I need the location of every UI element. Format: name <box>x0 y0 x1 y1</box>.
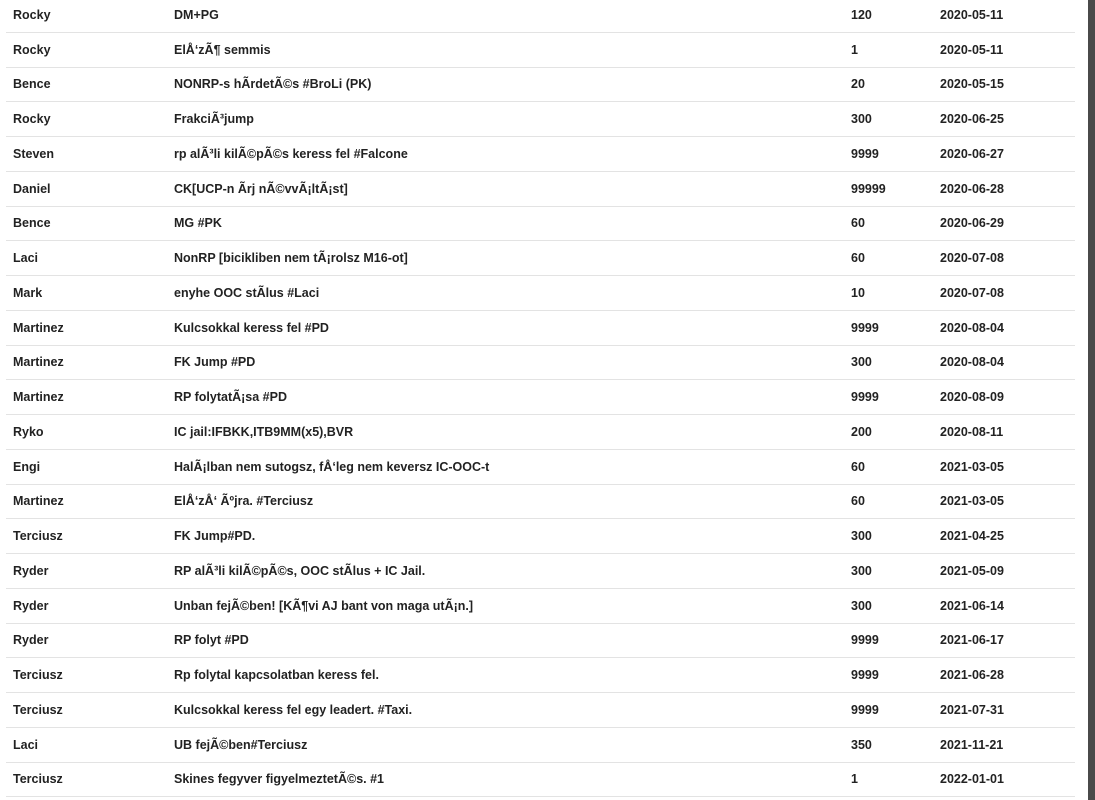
table-row <box>6 241 1075 276</box>
row-date: 2020-06-28 <box>940 181 1004 196</box>
row-date: 2021-06-28 <box>940 668 1004 683</box>
table-row <box>6 346 1075 381</box>
row-date: 2020-05-15 <box>940 77 1004 92</box>
row-points: 1 <box>851 42 858 57</box>
row-points: 9999 <box>851 633 879 648</box>
row-points: 300 <box>851 355 872 370</box>
row-date: 2021-11-21 <box>940 737 1004 752</box>
table-row <box>6 728 1075 763</box>
table-row <box>6 624 1075 659</box>
row-points: 300 <box>851 529 872 544</box>
row-points: 60 <box>851 251 865 266</box>
row-date: 2021-06-17 <box>940 633 1004 648</box>
row-name: Steven <box>13 146 54 161</box>
row-date: 2020-08-04 <box>940 320 1004 335</box>
row-name: Ryko <box>13 424 44 439</box>
row-name: Ryder <box>13 633 49 648</box>
table-row <box>6 415 1075 450</box>
row-name: Laci <box>13 251 39 266</box>
row-reason: enyhe OOC stÃlus #Laci <box>174 285 320 300</box>
row-points: 60 <box>851 459 865 474</box>
row-reason: rp alÃ³li kilÃ©pÃ©s keress fel #Falcone <box>174 146 408 161</box>
row-points: 60 <box>851 494 865 509</box>
row-date: 2020-08-04 <box>940 355 1004 370</box>
table-row <box>6 33 1075 68</box>
row-name: Ryder <box>13 563 49 578</box>
row-points: 200 <box>851 424 872 439</box>
row-points: 9999 <box>851 390 879 405</box>
row-points: 20 <box>851 77 865 92</box>
row-name: Terciusz <box>13 702 63 717</box>
row-points: 99999 <box>851 181 886 196</box>
row-points: 120 <box>851 7 872 22</box>
table-row <box>6 68 1075 103</box>
row-name: Martinez <box>13 355 64 370</box>
row-points: 1 <box>851 772 858 787</box>
row-date: 2020-08-11 <box>940 424 1004 439</box>
row-reason: RP alÃ³li kilÃ©pÃ©s, OOC stÃlus + IC Jail. <box>174 563 426 578</box>
row-reason: NONRP-s hÃrdetÃ©s #BroLi (PK) <box>174 77 372 92</box>
row-date: 2021-06-14 <box>940 598 1004 613</box>
row-reason: FK Jump #PD <box>174 355 256 370</box>
row-date: 2021-05-09 <box>940 563 1004 578</box>
row-reason: ElÅ‘zÃ¶ semmis <box>174 42 271 57</box>
table-row <box>6 554 1075 589</box>
row-name: Rocky <box>13 7 51 22</box>
row-date: 2020-06-27 <box>940 146 1004 161</box>
row-reason: Kulcsokkal keress fel #PD <box>174 320 329 335</box>
row-points: 9999 <box>851 702 879 717</box>
table-row <box>6 207 1075 242</box>
scrollbar-track[interactable] <box>1088 0 1095 800</box>
row-date: 2020-05-11 <box>940 7 1004 22</box>
row-date: 2022-01-01 <box>940 772 1004 787</box>
table-row <box>6 658 1075 693</box>
row-date: 2021-04-25 <box>940 529 1004 544</box>
table-row <box>6 485 1075 520</box>
row-reason: MG #PK <box>174 216 222 231</box>
row-date: 2020-06-25 <box>940 112 1004 127</box>
table-row <box>6 172 1075 207</box>
table-row <box>6 519 1075 554</box>
row-reason: Rp folytal kapcsolatban keress fel. <box>174 668 379 683</box>
table-row <box>6 137 1075 172</box>
row-name: Martinez <box>13 390 64 405</box>
table-row <box>6 102 1075 137</box>
row-name: Rocky <box>13 42 51 57</box>
row-points: 10 <box>851 285 865 300</box>
row-name: Terciusz <box>13 668 63 683</box>
row-reason: ElÅ‘zÅ‘ Ãºjra. #Terciusz <box>174 494 314 509</box>
penalty-table <box>6 0 1075 797</box>
row-reason: Skines fegyver figyelmeztetÃ©s. #1 <box>174 772 384 787</box>
row-name: Ryder <box>13 598 49 613</box>
row-name: Mark <box>13 285 43 300</box>
table-row <box>6 763 1075 798</box>
row-reason: FrakciÃ³jump <box>174 112 254 127</box>
row-name: Laci <box>13 737 39 752</box>
row-reason: Kulcsokkal keress fel egy leadert. #Taxi. <box>174 702 413 717</box>
row-date: 2020-07-08 <box>940 251 1004 266</box>
row-name: Terciusz <box>13 529 63 544</box>
row-points: 9999 <box>851 146 879 161</box>
row-date: 2020-05-11 <box>940 42 1004 57</box>
row-name: Engi <box>13 459 41 474</box>
row-points: 300 <box>851 598 872 613</box>
row-reason: Unban fejÃ©ben! [KÃ¶vi AJ bant von maga utÃ¡n.] <box>174 598 474 613</box>
row-reason: DM+PG <box>174 7 219 22</box>
row-reason: NonRP [bicikliben nem tÃ¡rolsz M16-ot] <box>174 251 408 266</box>
row-date: 2021-07-31 <box>940 702 1004 717</box>
row-reason: HalÃ¡lban nem sutogsz, fÅ‘leg nem keversz IC-OOC-t <box>174 459 490 474</box>
row-name: Rocky <box>13 112 51 127</box>
row-reason: UB fejÃ©ben#Terciusz <box>174 737 308 752</box>
row-points: 350 <box>851 737 872 752</box>
row-date: 2021-03-05 <box>940 459 1004 474</box>
table-row <box>6 589 1075 624</box>
row-points: 300 <box>851 563 872 578</box>
table-row <box>6 450 1075 485</box>
row-name: Bence <box>13 216 51 231</box>
row-name: Martinez <box>13 494 64 509</box>
table-row <box>6 276 1075 311</box>
row-name: Daniel <box>13 181 51 196</box>
row-name: Martinez <box>13 320 64 335</box>
row-name: Bence <box>13 77 51 92</box>
row-reason: RP folyt #PD <box>174 633 249 648</box>
row-name: Terciusz <box>13 772 63 787</box>
row-date: 2021-03-05 <box>940 494 1004 509</box>
table-row <box>6 380 1075 415</box>
row-points: 9999 <box>851 668 879 683</box>
table-row <box>6 693 1075 728</box>
row-date: 2020-08-09 <box>940 390 1004 405</box>
row-date: 2020-07-08 <box>940 285 1004 300</box>
row-points: 300 <box>851 112 872 127</box>
row-reason: IC jail:IFBKK,ITB9MM(x5),BVR <box>174 424 354 439</box>
row-reason: FK Jump#PD. <box>174 529 256 544</box>
row-reason: RP folytatÃ¡sa #PD <box>174 390 287 405</box>
table-row <box>6 311 1075 346</box>
row-points: 60 <box>851 216 865 231</box>
table-row <box>6 0 1075 33</box>
row-reason: CK[UCP-n Ãrj nÃ©vvÃ¡ltÃ¡st] <box>174 181 348 196</box>
row-date: 2020-06-29 <box>940 216 1004 231</box>
row-points: 9999 <box>851 320 879 335</box>
